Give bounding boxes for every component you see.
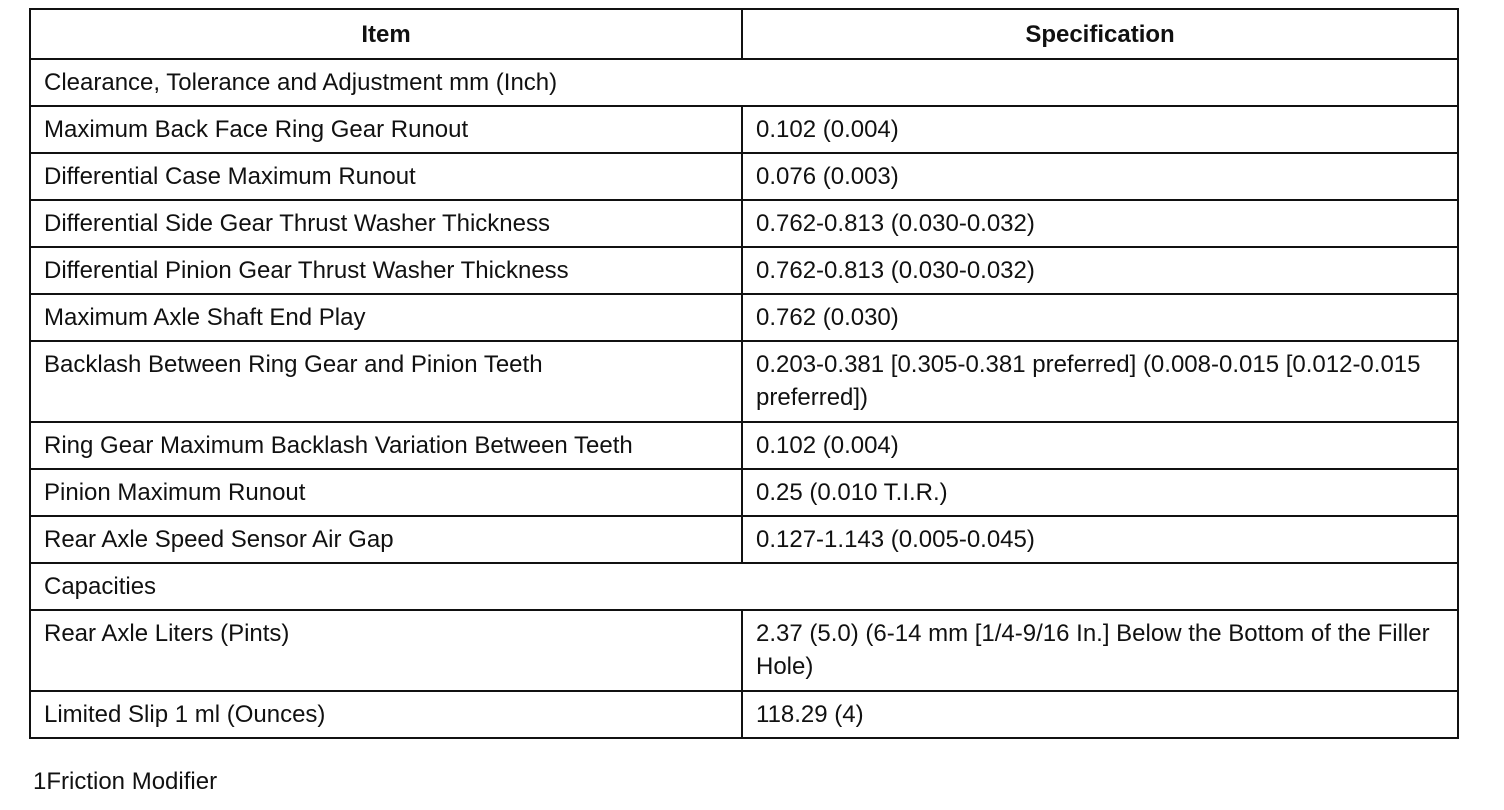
table-row	[30, 200, 1458, 247]
item-cell: Rear Axle Speed Sensor Air Gap	[30, 516, 742, 563]
section-row	[30, 563, 1458, 610]
spec-cell: 0.762-0.813 (0.030-0.032)	[742, 200, 1458, 247]
item-cell: Differential Case Maximum Runout	[30, 153, 742, 200]
item-cell: Differential Pinion Gear Thrust Washer Thickness	[30, 247, 742, 294]
column-header-item: Item	[30, 9, 742, 59]
item-cell: Backlash Between Ring Gear and Pinion Teeth	[30, 341, 742, 422]
item-cell: Limited Slip 1 ml (Ounces)	[30, 691, 742, 738]
column-header-specification: Specification	[742, 9, 1458, 59]
table-header-row	[30, 9, 1458, 59]
specification-table	[29, 8, 1459, 739]
table-row	[30, 153, 1458, 200]
table-row	[30, 469, 1458, 516]
spec-cell: 118.29 (4)	[742, 691, 1458, 738]
table-row	[30, 341, 1458, 422]
spec-cell: 0.762 (0.030)	[742, 294, 1458, 341]
spec-cell: 0.25 (0.010 T.I.R.)	[742, 469, 1458, 516]
spec-cell: 0.762-0.813 (0.030-0.032)	[742, 247, 1458, 294]
table-row	[30, 106, 1458, 153]
spec-cell: 0.102 (0.004)	[742, 422, 1458, 469]
table-row	[30, 247, 1458, 294]
item-cell: Pinion Maximum Runout	[30, 469, 742, 516]
item-cell: Ring Gear Maximum Backlash Variation Between Teeth	[30, 422, 742, 469]
spec-cell: 0.203-0.381 [0.305-0.381 preferred] (0.008-0.015 [0.012-0.015 preferred])	[742, 341, 1458, 422]
table-row	[30, 422, 1458, 469]
footnote: 1Friction Modifier	[33, 768, 218, 795]
table-row	[30, 294, 1458, 341]
section-label: Clearance, Tolerance and Adjustment mm (Inch)	[30, 59, 1458, 106]
item-cell: Maximum Axle Shaft End Play	[30, 294, 742, 341]
table-row	[30, 610, 1458, 691]
item-cell: Maximum Back Face Ring Gear Runout	[30, 106, 742, 153]
item-cell: Rear Axle Liters (Pints)	[30, 610, 742, 691]
spec-cell: 0.076 (0.003)	[742, 153, 1458, 200]
section-row	[30, 59, 1458, 106]
item-cell: Differential Side Gear Thrust Washer Thickness	[30, 200, 742, 247]
spec-cell: 0.127-1.143 (0.005-0.045)	[742, 516, 1458, 563]
spec-cell: 0.102 (0.004)	[742, 106, 1458, 153]
table-row	[30, 516, 1458, 563]
table-row	[30, 691, 1458, 738]
section-label: Capacities	[30, 563, 1458, 610]
spec-cell: 2.37 (5.0) (6-14 mm [1/4-9/16 In.] Below the Bottom of the Filler Hole)	[742, 610, 1458, 691]
